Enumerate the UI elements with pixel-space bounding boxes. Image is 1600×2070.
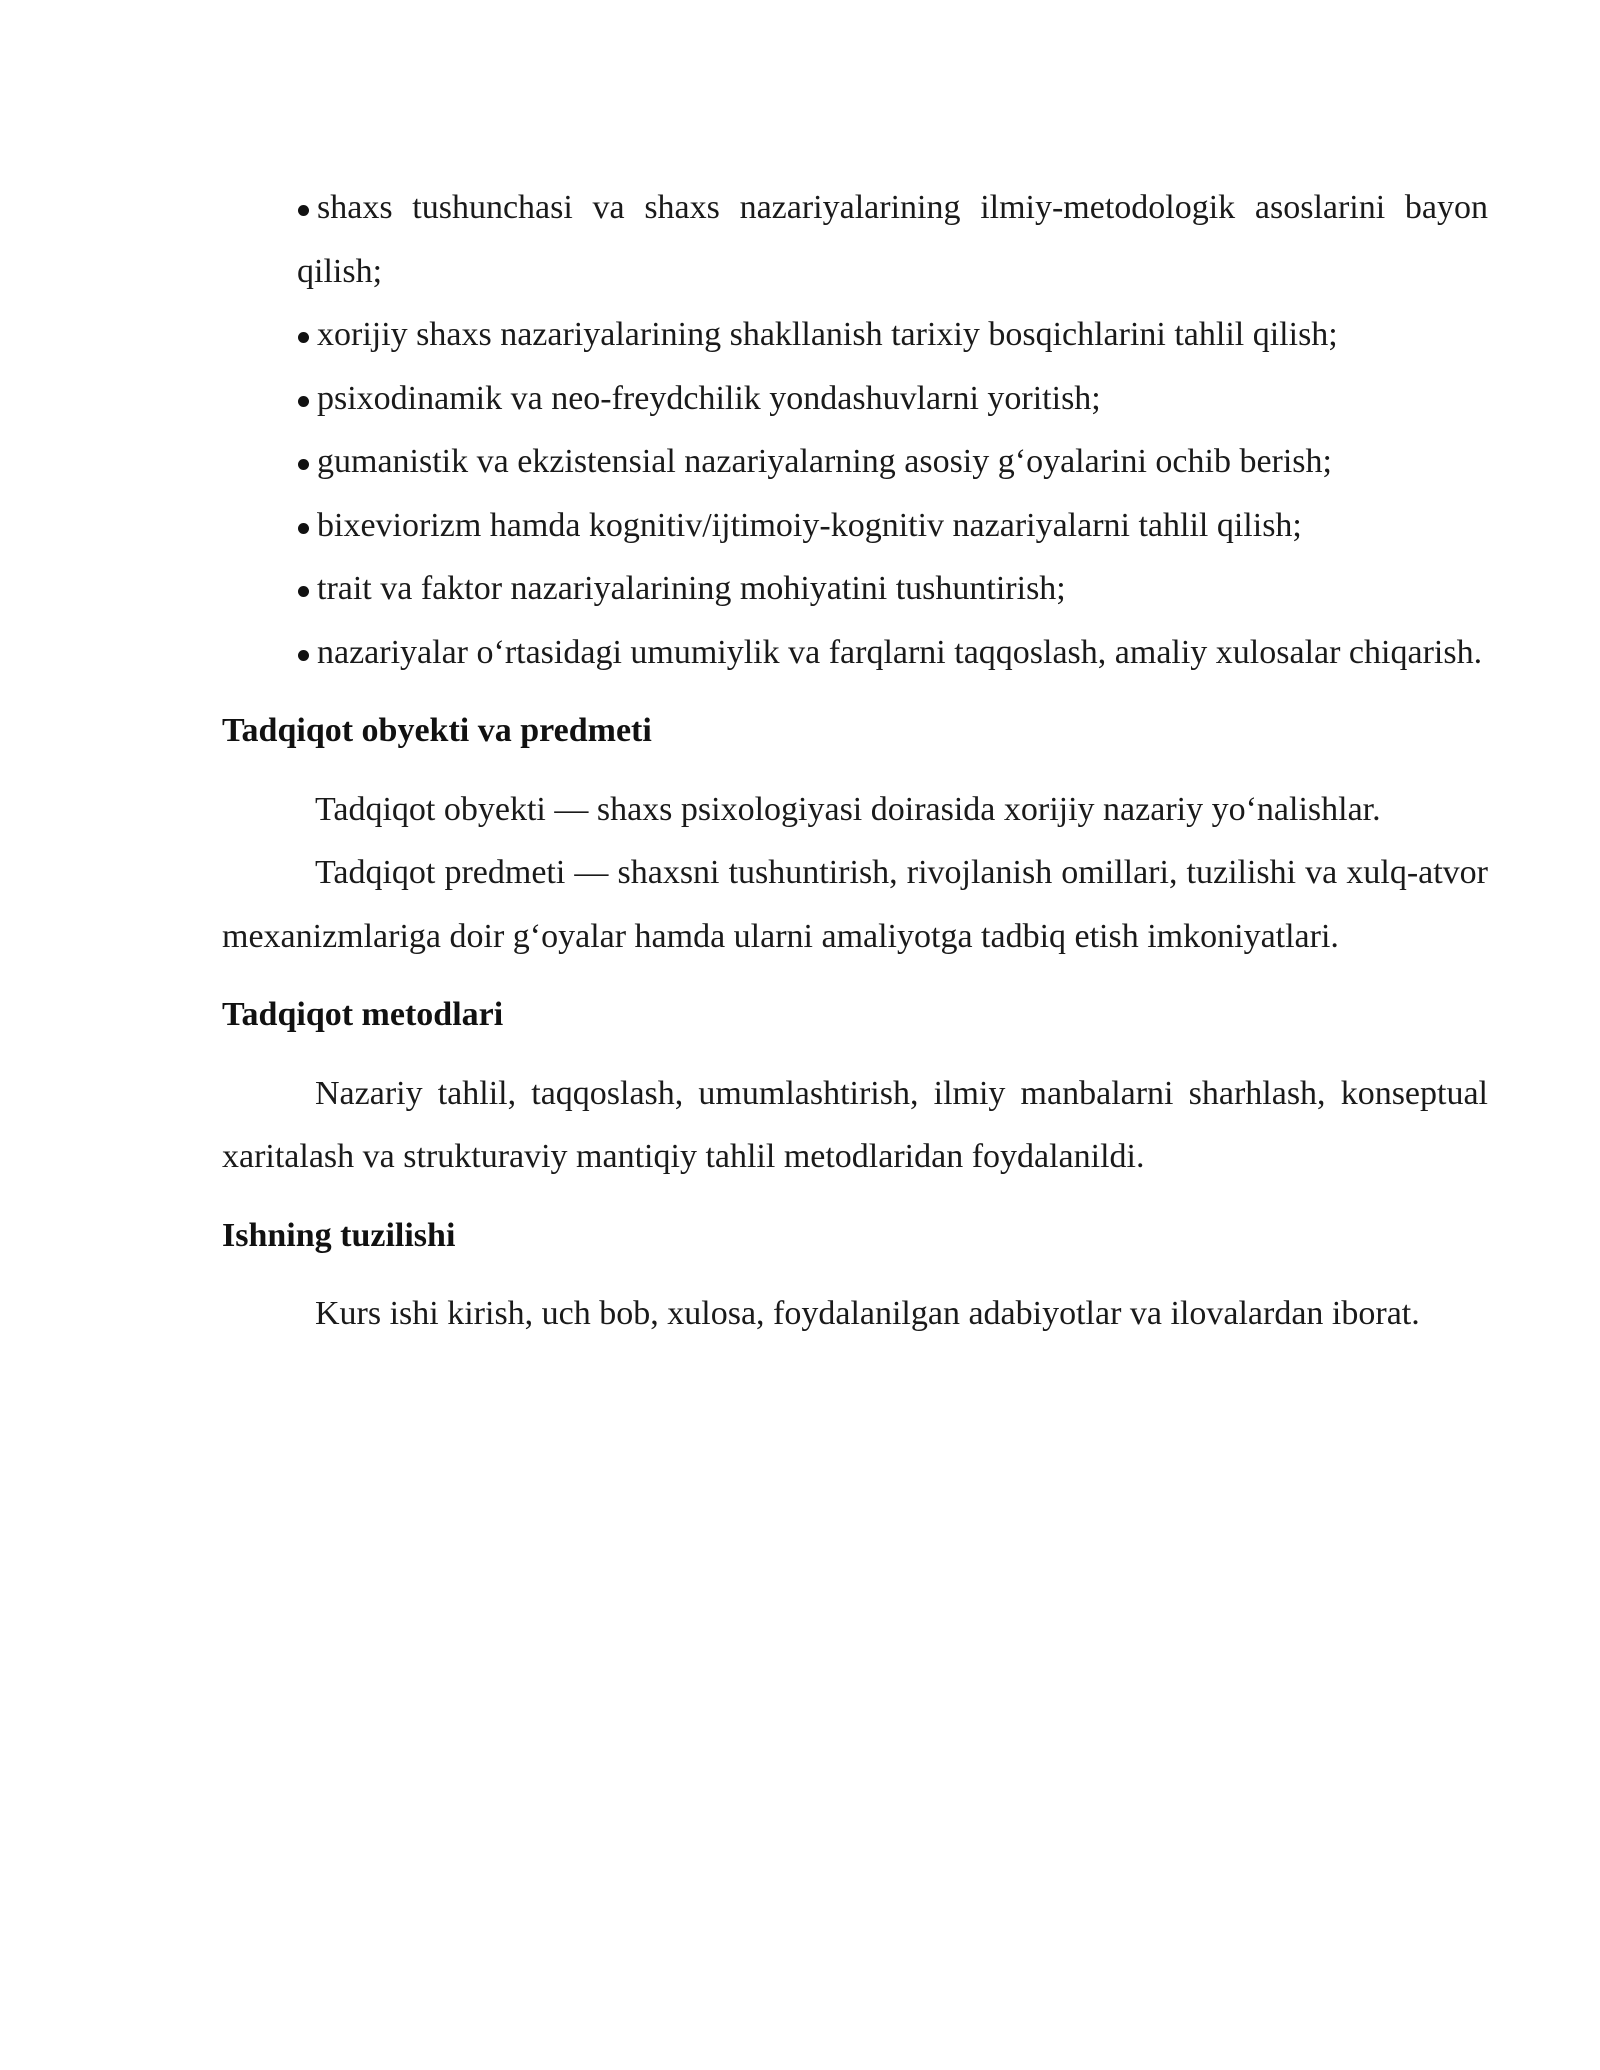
object-subject-heading: Tadqiqot obyekti va predmeti	[222, 712, 652, 749]
list-item	[297, 303, 1488, 367]
research-object-paragraph: Tadqiqot obyekti — shaxs psixologiyasi doirasida xorijiy nazariy yo‘nalishlar.	[315, 790, 1381, 828]
page-content	[222, 176, 1488, 1346]
bullet-icon	[298, 396, 309, 407]
methods-heading: Tadqiqot metodlari	[222, 996, 504, 1033]
list-item-text: xorijiy shaxs nazariyalarining shakllanish tarixiy bosqichlarini tahlil qilish;	[317, 316, 1338, 353]
objectives-list	[222, 176, 1488, 684]
list-item	[297, 430, 1488, 494]
bullet-icon	[298, 205, 309, 216]
methods-paragraph: Nazariy tahlil, taqqoslash, umumlashtirish, ilmiy manbalarni sharhlash, konseptual xaritalash va strukturaviy mantiqiy tahlil metodlaridan foydalanildi.	[222, 1074, 1488, 1175]
list-item	[297, 176, 1488, 303]
list-item	[297, 367, 1488, 431]
list-item-text: gumanistik va ekzistensial nazariyalarning asosiy g‘oyalarini ochib berish;	[317, 443, 1332, 480]
structure-heading: Ishning tuzilishi	[222, 1216, 456, 1254]
bullet-icon	[298, 459, 309, 470]
bullet-icon	[298, 332, 309, 343]
list-item	[297, 557, 1488, 621]
list-item	[297, 494, 1488, 558]
list-item-text: shaxs tushunchasi va shaxs nazariyalarining ilmiy-metodologik asoslarini bayon qilish;	[297, 189, 1488, 290]
list-item	[297, 621, 1488, 685]
list-item-text: psixodinamik va neo-freydchilik yondashuvlarni yoritish;	[317, 379, 1101, 417]
structure-paragraph: Kurs ishi kirish, uch bob, xulosa, foydalanilgan adabiyotlar va ilovalardan iborat.	[315, 1295, 1420, 1332]
bullet-icon	[298, 650, 309, 661]
list-item-text: bixeviorizm hamda kognitiv/ijtimoiy-kognitiv nazariyalarni tahlil qilish;	[317, 506, 1302, 544]
list-item-text: nazariyalar o‘rtasidagi umumiylik va farqlarni taqqoslash, amaliy xulosalar chiqarish.	[317, 633, 1483, 671]
bullet-icon	[298, 586, 309, 597]
bullet-icon	[298, 523, 309, 534]
research-subject-paragraph: Tadqiqot predmeti — shaxsni tushuntirish, rivojlanish omillari, tuzilishi va xulq-atvor mexanizmlariga doir g‘oyalar hamda ularni amaliyotga tadbiq etish imkoniyatlari.	[222, 854, 1488, 955]
list-item-text: trait va faktor nazariyalarining mohiyatini tushuntirish;	[317, 570, 1066, 607]
